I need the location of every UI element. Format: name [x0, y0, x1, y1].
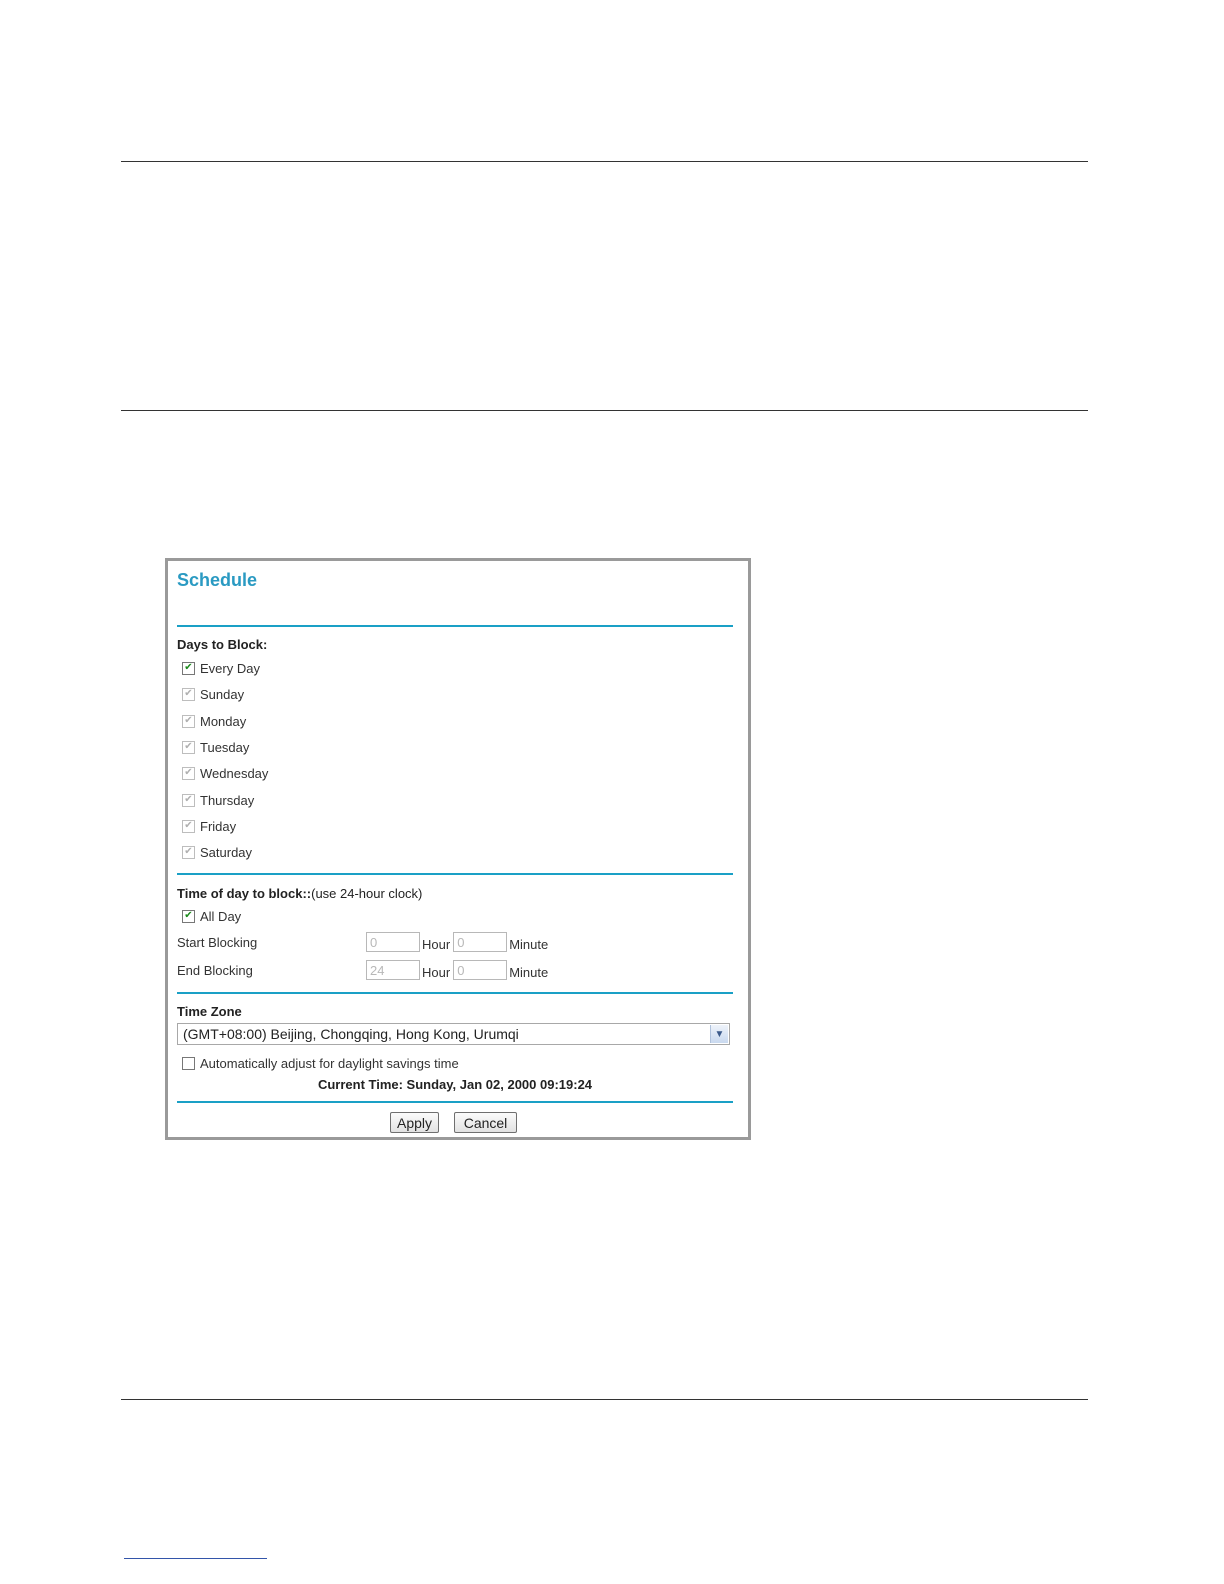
- day-checkbox-thursday[interactable]: [182, 791, 254, 809]
- time-of-day-note: (use 24-hour clock): [311, 886, 423, 901]
- check-icon[interactable]: ✔: [182, 794, 195, 807]
- footer-rule: [121, 1399, 1088, 1400]
- footer-link-underline: [124, 1558, 267, 1559]
- start-hour-input[interactable]: [366, 932, 420, 952]
- check-icon[interactable]: ✔: [182, 910, 195, 923]
- all-day-label: All Day: [200, 908, 242, 924]
- divider: [177, 1101, 733, 1103]
- header-rule-top: [121, 161, 1088, 162]
- apply-button[interactable]: Apply: [390, 1112, 439, 1133]
- start-blocking-row: [177, 931, 577, 953]
- checkbox-box[interactable]: [182, 1057, 195, 1070]
- day-label: Monday: [200, 713, 247, 729]
- minute-unit: Minute: [509, 936, 549, 952]
- time-of-day-label: [177, 886, 422, 901]
- day-label: Sunday: [200, 686, 245, 702]
- check-icon[interactable]: ✔: [182, 688, 195, 701]
- end-blocking-label: End Blocking: [177, 962, 253, 978]
- time-of-day-label-text: Time of day to block::: [177, 886, 312, 901]
- day-label: Friday: [200, 818, 237, 834]
- days-to-block-label: Days to Block:: [177, 637, 268, 652]
- hour-unit: Hour: [422, 964, 451, 980]
- check-icon[interactable]: ✔: [182, 741, 195, 754]
- time-zone-select[interactable]: [177, 1023, 730, 1045]
- daylight-savings-label: Automatically adjust for daylight savings time: [200, 1055, 459, 1071]
- divider: [177, 625, 733, 627]
- day-checkbox-saturday[interactable]: [182, 843, 252, 861]
- minute-unit: Minute: [509, 964, 549, 980]
- start-minute-input[interactable]: [453, 932, 507, 952]
- day-checkbox-friday[interactable]: [182, 817, 236, 835]
- day-label: Tuesday: [200, 739, 250, 755]
- check-icon[interactable]: ✔: [182, 846, 195, 859]
- check-icon[interactable]: ✔: [182, 662, 195, 675]
- daylight-savings-checkbox[interactable]: [182, 1054, 459, 1072]
- start-blocking-label: Start Blocking: [177, 934, 258, 950]
- cancel-button[interactable]: Cancel: [454, 1112, 517, 1133]
- time-zone-value: (GMT+08:00) Beijing, Chongqing, Hong Kong, Urumqi: [183, 1026, 519, 1042]
- day-label: Wednesday: [200, 765, 269, 781]
- all-day-checkbox[interactable]: [182, 907, 241, 925]
- every-day-label: Every Day: [200, 660, 260, 676]
- day-label: Saturday: [200, 844, 253, 860]
- end-hour-input[interactable]: [366, 960, 420, 980]
- chevron-down-icon[interactable]: ▼: [710, 1025, 728, 1043]
- divider: [177, 992, 733, 994]
- day-label: Thursday: [200, 792, 255, 808]
- schedule-panel: [165, 558, 751, 1140]
- day-checkbox-sunday[interactable]: [182, 685, 244, 703]
- time-zone-label: Time Zone: [177, 1004, 242, 1019]
- check-icon[interactable]: ✔: [182, 715, 195, 728]
- current-time: Current Time: Sunday, Jan 02, 2000 09:19:24: [317, 1077, 593, 1092]
- check-icon[interactable]: ✔: [182, 767, 195, 780]
- header-rule-bottom: [121, 410, 1088, 411]
- end-blocking-row: [177, 959, 577, 981]
- day-checkbox-tuesday[interactable]: [182, 738, 249, 756]
- day-checkbox-monday[interactable]: [182, 712, 246, 730]
- end-minute-input[interactable]: [453, 960, 507, 980]
- check-icon[interactable]: ✔: [182, 820, 195, 833]
- page-title: Schedule: [177, 570, 258, 590]
- day-checkbox-wednesday[interactable]: [182, 764, 268, 782]
- every-day-checkbox[interactable]: [182, 659, 260, 677]
- divider: [177, 873, 733, 875]
- hour-unit: Hour: [422, 936, 451, 952]
